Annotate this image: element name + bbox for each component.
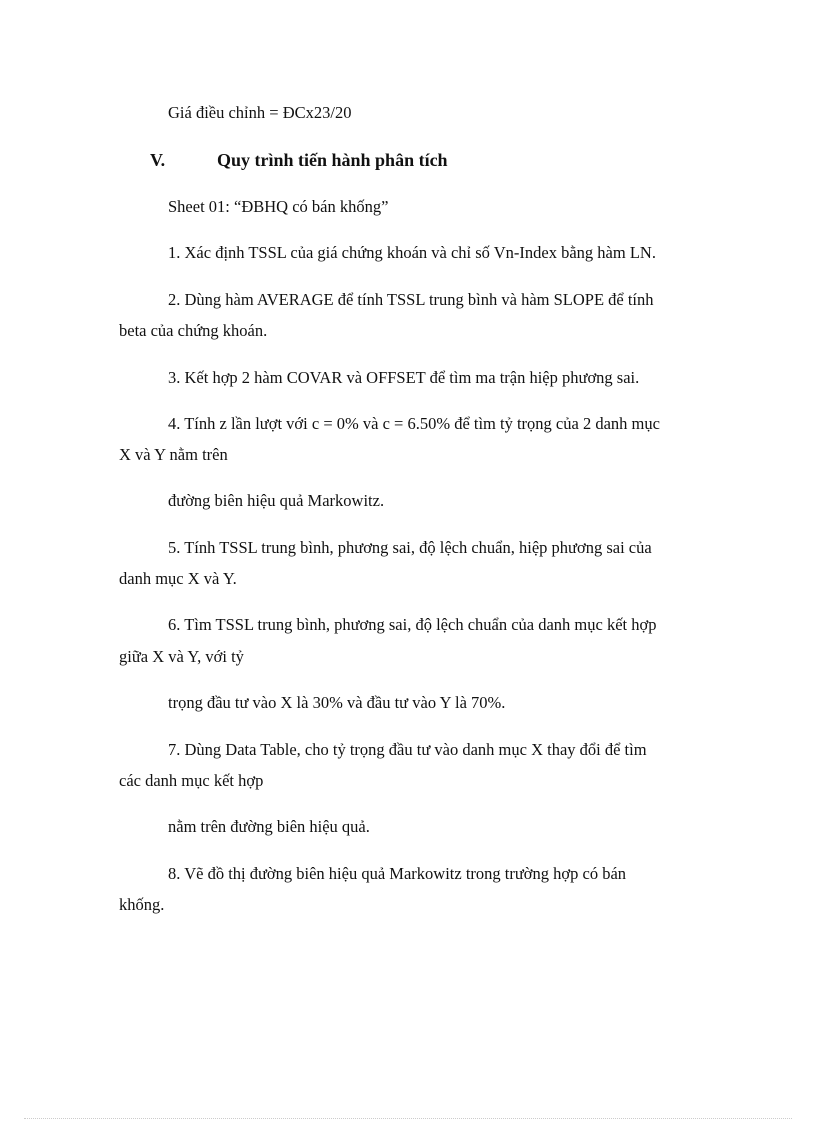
step-2-line-2: beta của chứng khoán. xyxy=(119,321,268,340)
step-2-line-1: 2. Dùng hàm AVERAGE để tính TSSL trung bình và hàm SLOPE để tính xyxy=(168,290,654,309)
step-6-line-1: 6. Tìm TSSL trung bình, phương sai, độ lệch chuẩn của danh mục kết hợp xyxy=(168,615,657,634)
step-8-line-1: 8. Vẽ đồ thị đường biên hiệu quả Markowitz trong trường hợp có bán xyxy=(168,864,627,883)
step-5-line-1: 5. Tính TSSL trung bình, phương sai, độ lệch chuẩn, hiệp phương sai của xyxy=(168,538,652,557)
section-number: V. xyxy=(150,150,166,170)
step-1: 1. Xác định TSSL của giá chứng khoán và chỉ số Vn-Index bằng hàm LN. xyxy=(168,243,656,262)
step-3: 3. Kết hợp 2 hàm COVAR và OFFSET để tìm ma trận hiệp phương sai. xyxy=(168,368,640,387)
adjusted-price-formula: Giá điều chỉnh = ĐCx23/20 xyxy=(168,103,352,122)
step-7-line-3: nằm trên đường biên hiệu quả. xyxy=(168,817,370,836)
step-4-line-1: 4. Tính z lần lượt với c = 0% và c = 6.50% để tìm tỷ trọng của 2 danh mục xyxy=(168,414,660,433)
step-5-line-2: danh mục X và Y. xyxy=(119,569,237,588)
section-title: Quy trình tiến hành phân tích xyxy=(217,150,448,170)
step-4-line-2: X và Y nằm trên xyxy=(119,445,228,464)
step-6-line-2: giữa X và Y, với tỷ xyxy=(119,647,244,666)
step-7-line-1: 7. Dùng Data Table, cho tỷ trọng đầu tư vào danh mục X thay đổi để tìm xyxy=(168,740,647,759)
page-bottom-divider xyxy=(24,1118,792,1119)
step-8-line-2: khống. xyxy=(119,895,165,914)
step-7-line-2: các danh mục kết hợp xyxy=(119,771,264,790)
step-4-line-3: đường biên hiệu quả Markowitz. xyxy=(168,491,385,510)
step-6-line-3: trọng đầu tư vào X là 30% và đầu tư vào Y là 70%. xyxy=(168,693,506,712)
sheet-label: Sheet 01: “ĐBHQ có bán khống” xyxy=(168,197,389,216)
